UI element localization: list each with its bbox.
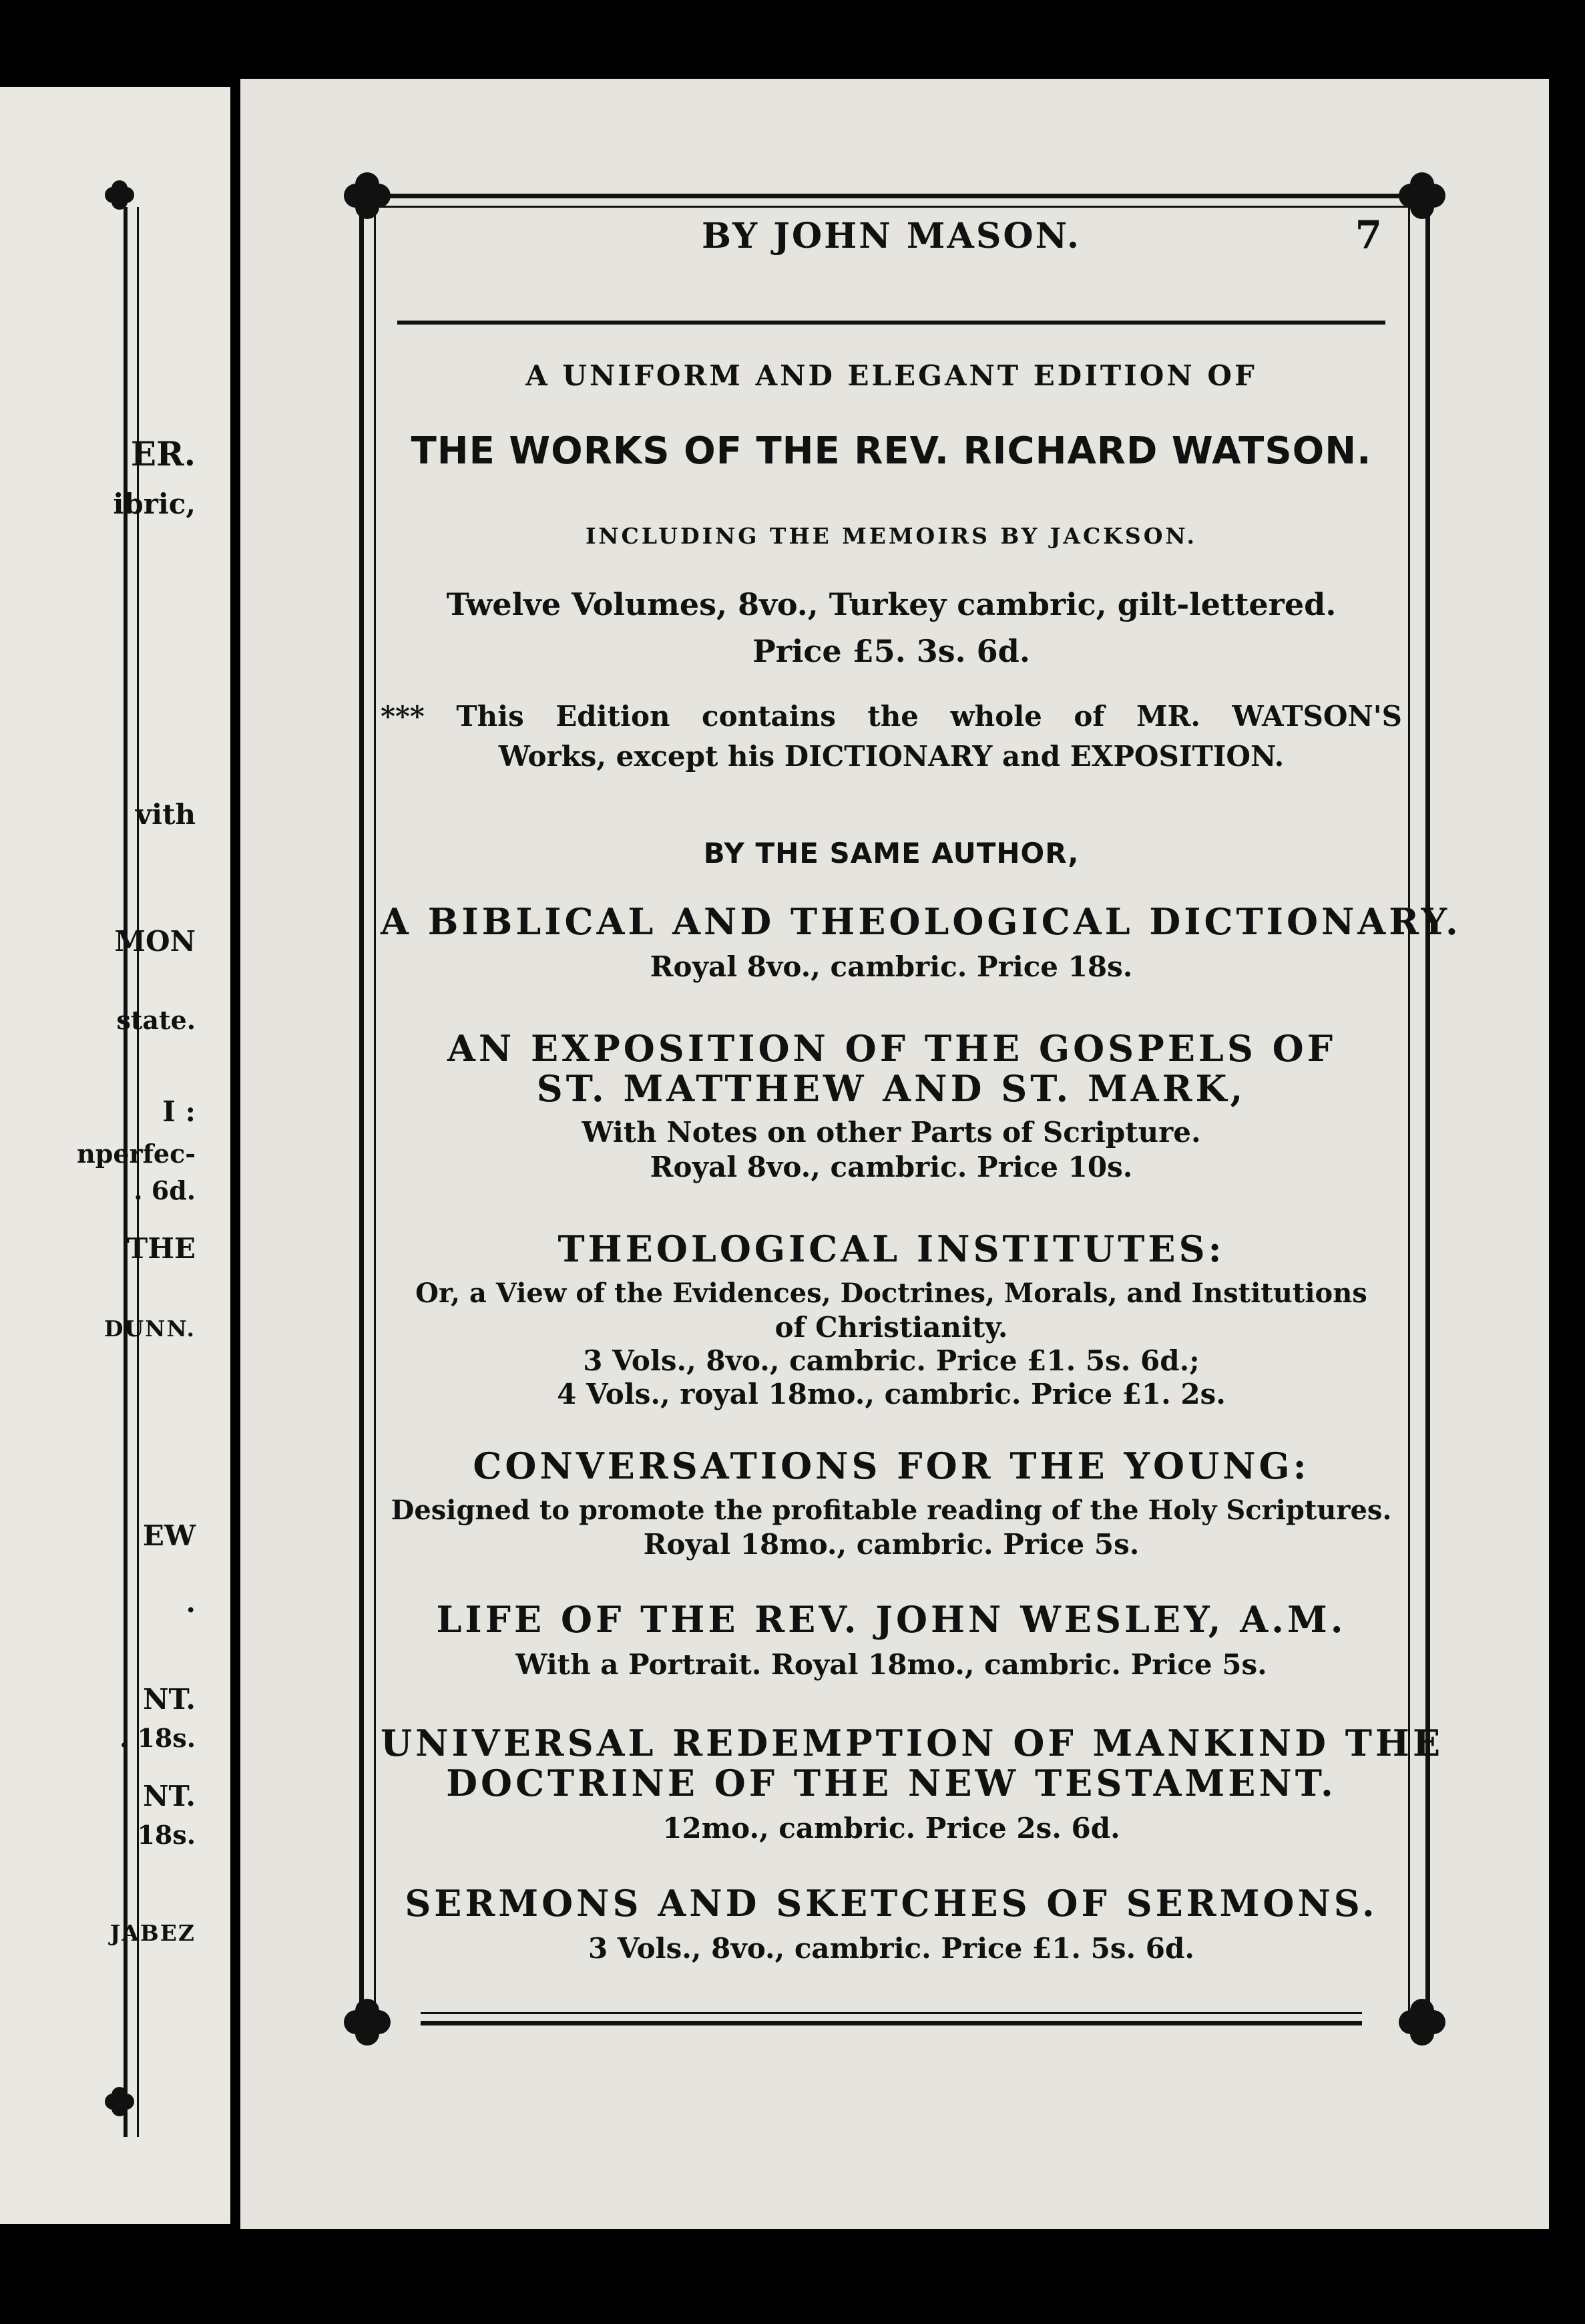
bottom-border-rule: [421, 2012, 1362, 2014]
left-fragment: THE: [127, 1232, 196, 1265]
ornament-icon: [344, 1999, 391, 2046]
ornament-icon: [1399, 1999, 1445, 2046]
work-title: UNIVERSAL REDEMPTION OF MANKIND THE: [381, 1722, 1444, 1764]
work-detail: Royal 8vo., cambric. Price 18s.: [650, 950, 1133, 983]
left-fragment: . 6d.: [134, 1175, 196, 1205]
edition-details: Twelve Volumes, 8vo., Turkey cambric, gilt-lettered.: [446, 586, 1337, 622]
left-fragment: I :: [162, 1095, 196, 1128]
left-fragment: vith: [135, 798, 196, 831]
left-fragment: ER.: [130, 434, 196, 473]
left-fragment: DUNN.: [103, 1316, 196, 1342]
ornament-icon: [105, 2087, 134, 2116]
edition-price: Price £5. 3s. 6d.: [752, 633, 1030, 669]
page-number: 7: [1355, 212, 1382, 258]
edition-intro: A UNIFORM AND ELEGANT EDITION OF: [525, 359, 1257, 392]
ornament-icon: [344, 172, 391, 219]
work-detail: 3 Vols., 8vo., cambric. Price £1. 5s. 6d.: [588, 1932, 1194, 1965]
edition-note: *** This Edition contains the whole of MR. WATSON'S: [381, 700, 1402, 733]
work-detail: Royal 18mo., cambric. Price 5s.: [643, 1528, 1140, 1561]
head-rule: [397, 321, 1385, 325]
work-title: DOCTRINE OF THE NEW TESTAMENT.: [446, 1762, 1337, 1804]
left-fragment: MON: [114, 925, 196, 958]
edition-title: THE WORKS OF THE REV. RICHARD WATSON.: [411, 429, 1372, 473]
work-detail: Or, a View of the Evidences, Doctrines, Morals, and Institutions: [415, 1278, 1367, 1309]
work-detail: 12mo., cambric. Price 2s. 6d.: [662, 1812, 1120, 1845]
edition-note: Works, except his DICTIONARY and EXPOSITION.: [498, 740, 1285, 773]
work-title: A BIBLICAL AND THEOLOGICAL DICTIONARY.: [381, 900, 1461, 943]
ornament-icon: [1399, 172, 1445, 219]
left-fragment: EW: [142, 1519, 196, 1552]
left-facing-page: [0, 87, 230, 2224]
work-title: SERMONS AND SKETCHES OF SERMONS.: [405, 1882, 1378, 1925]
work-detail: Designed to promote the profitable reading of the Holy Scriptures.: [391, 1495, 1392, 1526]
left-fragment: ibric,: [113, 488, 196, 520]
work-detail: 3 Vols., 8vo., cambric. Price £1. 5s. 6d.;: [583, 1344, 1200, 1377]
left-fragment: nperfec-: [77, 1139, 196, 1169]
work-title: CONVERSATIONS FOR THE YOUNG:: [473, 1444, 1310, 1487]
left-fragment: NT.: [143, 1683, 196, 1716]
work-title: THEOLOGICAL INSTITUTES:: [557, 1227, 1225, 1270]
left-fragment: 18s.: [137, 1820, 196, 1850]
same-author-heading: BY THE SAME AUTHOR,: [703, 837, 1080, 869]
edition-subtitle: INCLUDING THE MEMOIRS BY JACKSON.: [585, 523, 1198, 549]
work-detail: With a Portrait. Royal 18mo., cambric. Price 5s.: [515, 1648, 1267, 1681]
work-title: LIFE OF THE REV. JOHN WESLEY, A.M.: [436, 1598, 1347, 1641]
work-detail: Royal 8vo., cambric. Price 10s.: [650, 1151, 1133, 1183]
book-page: [240, 79, 1549, 2229]
work-detail: With Notes on other Parts of Scripture.: [582, 1116, 1201, 1149]
left-fragment: NT.: [143, 1780, 196, 1812]
work-title: ST. MATTHEW AND ST. MARK,: [536, 1067, 1247, 1110]
left-fragment: . 18s.: [120, 1723, 196, 1753]
left-fragment: state.: [116, 1005, 196, 1035]
top-border-rule-thin: [373, 206, 1411, 208]
ornament-icon: [105, 180, 134, 210]
work-detail: 4 Vols., royal 18mo., cambric. Price £1. 2s.: [557, 1378, 1226, 1410]
left-fragment: .: [186, 1586, 196, 1619]
bottom-border-rule-thick: [421, 2021, 1362, 2025]
work-detail: of Christianity.: [774, 1311, 1008, 1344]
running-head-title: BY JOHN MASON.: [702, 216, 1081, 256]
left-fragment: JABEZ: [109, 1920, 196, 1946]
top-border-rule: [373, 194, 1411, 198]
work-title: AN EXPOSITION OF THE GOSPELS OF: [447, 1027, 1337, 1070]
